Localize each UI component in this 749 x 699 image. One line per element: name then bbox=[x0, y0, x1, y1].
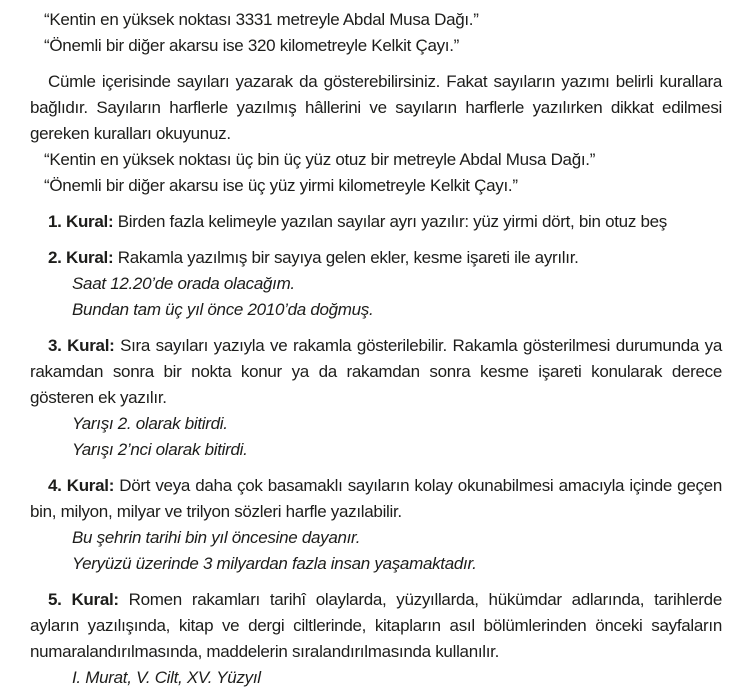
rule-4-example-1: Bu şehrin tarihi bin yıl öncesine dayanır. bbox=[72, 528, 361, 547]
quote-written-2: “Önemli bir diğer akarsu ise üç yüz yirmi kilometreyle Kelkit Çayı.” bbox=[44, 176, 518, 195]
intro-paragraph: Cümle içerisinde sayıları yazarak da gösterebilirsiniz. Fakat sayıların yazımı belirli kurallara bağlıdır. Sayıların harflerle yazılmış hâllerini ve sayıların harflerle yazılırken dikkat edilmesi gereken kuralları okuyunuz. bbox=[30, 72, 722, 143]
rule-3 bbox=[30, 333, 722, 411]
rule-5-example-1: I. Murat, V. Cilt, XV. Yüzyıl bbox=[72, 668, 261, 687]
rule-2-example-1: Saat 12.20’de orada olacağım. bbox=[72, 274, 295, 293]
rule-5 bbox=[30, 587, 722, 665]
rule-3-text: Sıra sayıları yazıyla ve rakamla gösterilebilir. Rakamla gösterilmesi durumunda ya rakamdan sonra bir nokta konur ya da rakamdan sonra kesme işareti konularak derece gösteren ek yazılır. bbox=[30, 336, 722, 407]
quote-written-1: “Kentin en yüksek noktası üç bin üç yüz otuz bir metreyle Abdal Musa Dağı.” bbox=[44, 150, 596, 169]
quote-numeric-1: “Kentin en yüksek noktası 3331 metreyle Abdal Musa Dağı.” bbox=[44, 10, 479, 29]
rule-1-text: Birden fazla kelimeyle yazılan sayılar ayrı yazılır: yüz yirmi dört, bin otuz beş bbox=[117, 212, 667, 231]
rule-1 bbox=[30, 209, 722, 235]
rule-4-label: 4. Kural: bbox=[48, 476, 115, 495]
rule-3-example-1: Yarışı 2. olarak bitirdi. bbox=[72, 414, 228, 433]
quote-numeric-2: “Önemli bir diğer akarsu ise 320 kilometreyle Kelkit Çayı.” bbox=[44, 36, 460, 55]
rule-3-example-2: Yarışı 2’nci olarak bitirdi. bbox=[72, 440, 248, 459]
rule-1-label: 1. Kural: bbox=[48, 212, 114, 231]
rule-2-label: 2. Kural: bbox=[48, 248, 114, 267]
rule-2-example-2: Bundan tam üç yıl önce 2010’da doğmuş. bbox=[72, 300, 374, 319]
rule-2 bbox=[30, 245, 722, 271]
rule-5-label: 5. Kural: bbox=[48, 590, 119, 609]
rule-4-text: Dört veya daha çok basamaklı sayıların kolay okunabilmesi amacıyla içinde geçen bin, milyon, milyar ve trilyon sözleri harfle yazılabilir. bbox=[30, 476, 722, 521]
rule-2-text: Rakamla yazılmış bir sayıya gelen ekler, kesme işareti ile ayrılır. bbox=[117, 248, 579, 267]
rule-4-example-2: Yeryüzü üzerinde 3 milyardan fazla insan yaşamaktadır. bbox=[72, 554, 477, 573]
rule-3-label: 3. Kural: bbox=[48, 336, 115, 355]
rule-5-text: Romen rakamları tarihî olaylarda, yüzyıllarda, hükümdar adlarında, tarihlerde ayların yazılışında, kitap ve dergi ciltlerinde, kitapların asıl bölümlerinden önceki sayfaların numaralandırılmasında, maddelerin sıralandırılmasında kullanılır. bbox=[30, 590, 722, 661]
rule-4 bbox=[30, 473, 722, 525]
